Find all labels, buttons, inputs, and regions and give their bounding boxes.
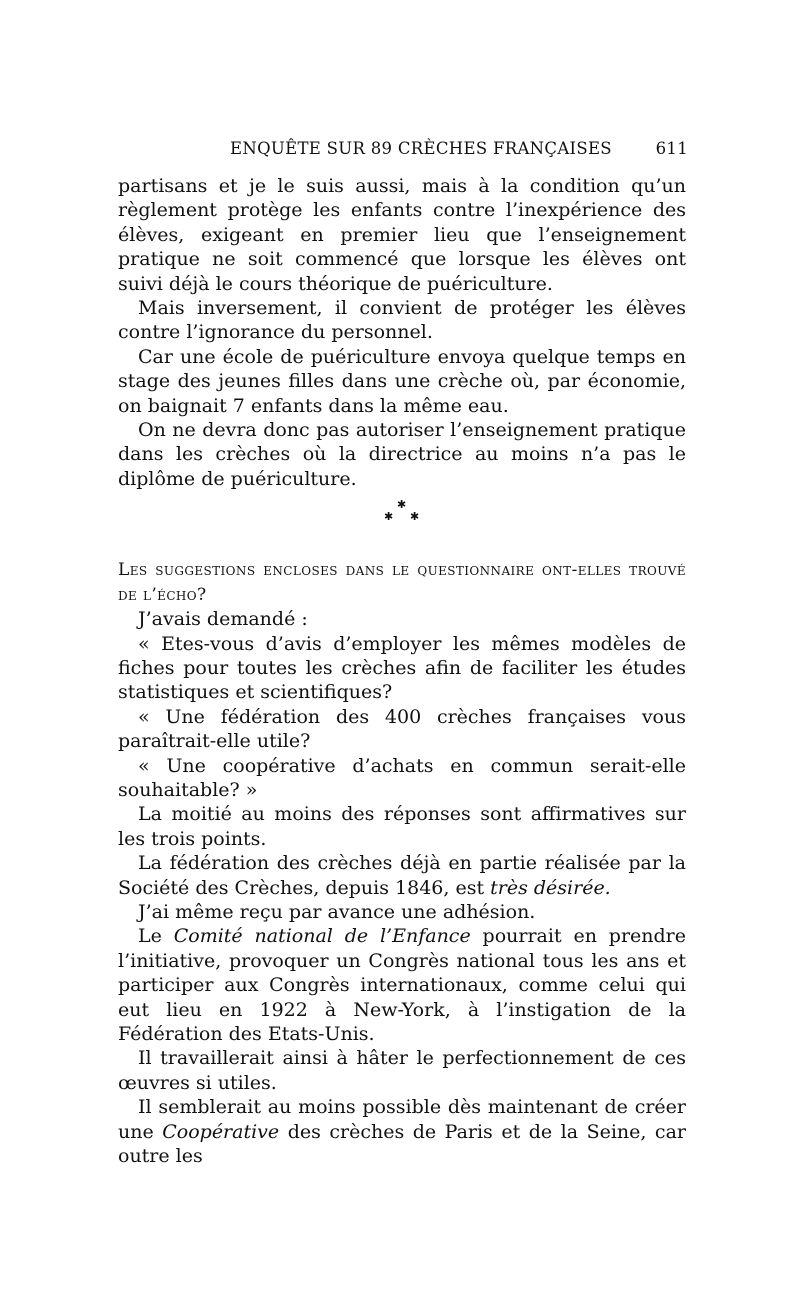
running-header <box>118 139 688 163</box>
paragraph: « Une fédération des 400 crèches françaises vous paraîtrait-elle utile? <box>118 705 686 753</box>
page-body <box>118 174 686 1168</box>
paragraph: partisans et je le suis aussi, mais à la condition qu’un règlement protège les enfants contre l’inexpérience des élèves, exigeant en premier lieu que l’enseignement pratique ne soit commencé que lorsque les élèves ont suivi déjà le cours théorique de puériculture. <box>118 175 686 295</box>
paragraph: La moitié au moins des réponses sont affirmatives sur les trois points. <box>118 803 686 850</box>
emphasis: Coopérative <box>162 1120 280 1143</box>
paragraph: J’avais demandé : <box>138 608 308 631</box>
page-number: 611 <box>655 139 688 158</box>
emphasis: très désirée. <box>490 876 611 899</box>
paragraph: J’ai même reçu par avance une adhésion. <box>138 900 536 923</box>
paragraph: Le Comité national de l’Enfance pourrait en prendre l’initiative, provoquer un Congrès national tous les ans et participer aux Congrès internationaux, comme celui qui eut lieu en 1922 à New-York, à l’instigation de la Fédération des Etats-Unis. <box>118 925 686 1045</box>
paragraph: « Etes-vous d’avis d’employer les mêmes modèles de fiches pour toutes les crèches afin de faciliter les études statistiques et scientifiques? <box>118 632 686 704</box>
paragraph: Mais inversement, il convient de protéger les élèves contre l’ignorance du personnel. <box>118 297 686 344</box>
section-heading: Les suggestions encloses dans le questionnaire ont-elles trouvé de l’écho? <box>118 560 686 605</box>
asterism-divider: ✱ ✱ ✱ <box>384 498 420 524</box>
paragraph: Il travaillerait ainsi à hâter le perfectionnement de ces œuvres si utiles. <box>118 1047 686 1094</box>
emphasis: Comité national de l’Enfance <box>173 925 471 948</box>
paragraph: La fédération des crèches déjà en partie réalisée par la Société des Crèches, depuis 1846, est très désirée. <box>118 852 686 899</box>
running-title: ENQUÊTE SUR 89 CRÈCHES FRANÇAISES <box>230 139 612 158</box>
paragraph: Car une école de puériculture envoya quelque temps en stage des jeunes filles dans une crèche où, par économie, on baignait 7 enfants dans la même eau. <box>118 345 686 417</box>
paragraph: Il semblerait au moins possible dès maintenant de créer une Coopérative des crèches de Paris et de la Seine, car outre les <box>118 1096 686 1168</box>
paragraph: On ne devra donc pas autoriser l’enseignement pratique dans les crèches où la directrice au moins n’a pas le diplôme de puériculture. <box>118 419 686 490</box>
paragraph: « Une coopérative d’achats en commun serait-elle souhaitable? » <box>118 754 686 801</box>
